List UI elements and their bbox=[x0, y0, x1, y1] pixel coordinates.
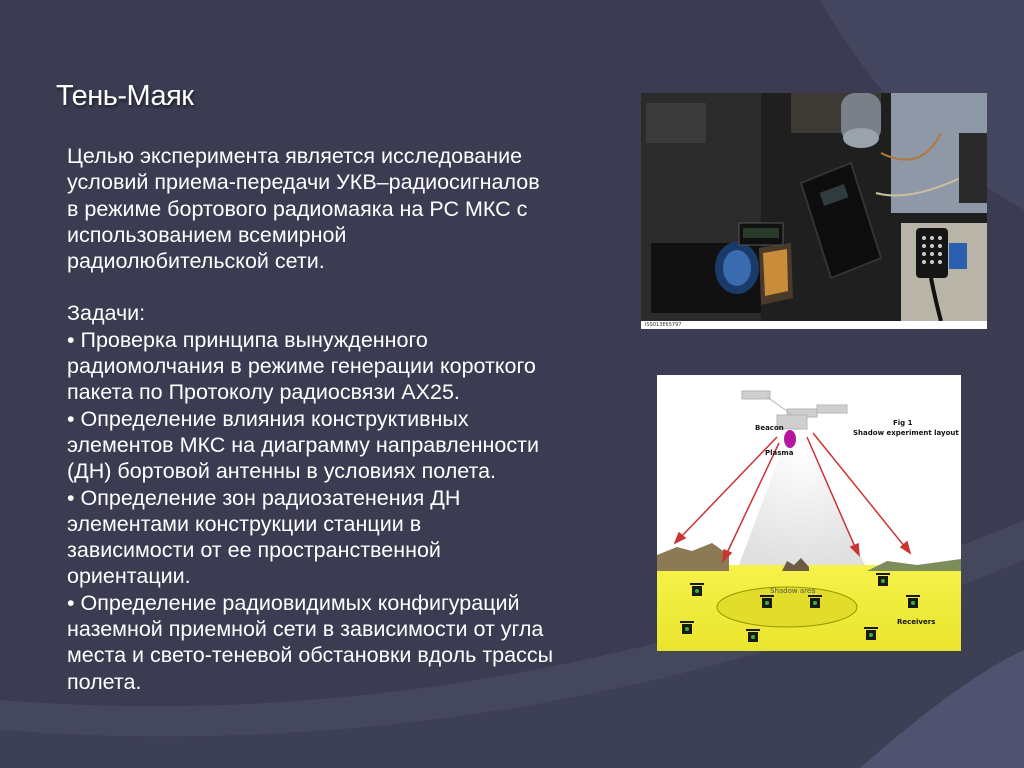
tasks-heading: Задачи: bbox=[67, 301, 146, 326]
purpose-line: использованием всемирной bbox=[67, 222, 347, 247]
task-line: полета. bbox=[67, 669, 142, 694]
plasma-label: Plasma bbox=[765, 449, 794, 457]
photo-caption: ISS013E65797 bbox=[645, 322, 682, 328]
beacon-label: Beacon bbox=[755, 424, 784, 432]
task-line: ориентации. bbox=[67, 564, 191, 589]
task-line: • Определение радиовидимых конфигураций bbox=[67, 590, 520, 615]
equipment-photo-drawing bbox=[641, 93, 987, 329]
task-line: наземной приемной сети в зависимости от угла bbox=[67, 617, 544, 642]
task-line: радиомолчания в режиме генерации короткого bbox=[67, 354, 536, 379]
slide-title: Тень-Маяк bbox=[56, 80, 194, 112]
shadow-experiment-diagram bbox=[657, 375, 961, 651]
receivers-label: Receivers bbox=[897, 618, 936, 626]
task-line: • Определение влияния конструктивных bbox=[67, 406, 469, 431]
task-line: места и свето-теневой обстановки вдоль трассы bbox=[67, 643, 554, 668]
purpose-line: в режиме бортового радиомаяка на РС МКС с bbox=[67, 196, 528, 221]
task-line: элементами конструкции станции в bbox=[67, 511, 422, 536]
equipment-photo bbox=[641, 93, 987, 329]
task-line: элементов МКС на диаграмму направленности bbox=[67, 432, 539, 457]
purpose-line: Целью эксперимента является исследование bbox=[67, 144, 523, 168]
purpose-line: условий приема-передачи УКВ–радиосигналов bbox=[67, 170, 540, 195]
task-line: • Проверка принципа вынужденного bbox=[67, 327, 428, 352]
task-line: (ДН) бортовой антенны в условиях полета. bbox=[67, 459, 497, 484]
shadow-area-label: Shadow area bbox=[770, 587, 816, 595]
figure-title: Shadow experiment layout bbox=[853, 429, 959, 437]
purpose-line: радиолюбительской сети. bbox=[67, 249, 325, 274]
shadow-experiment-figure bbox=[657, 375, 961, 651]
figure-number: Fig 1 bbox=[893, 419, 913, 427]
task-line: • Определение зон радиозатенения ДН bbox=[67, 485, 461, 510]
task-line: пакета по Протоколу радиосвязи АХ25. bbox=[67, 380, 460, 405]
task-line: зависимости от ее пространственной bbox=[67, 538, 441, 563]
slide-body bbox=[67, 143, 627, 695]
